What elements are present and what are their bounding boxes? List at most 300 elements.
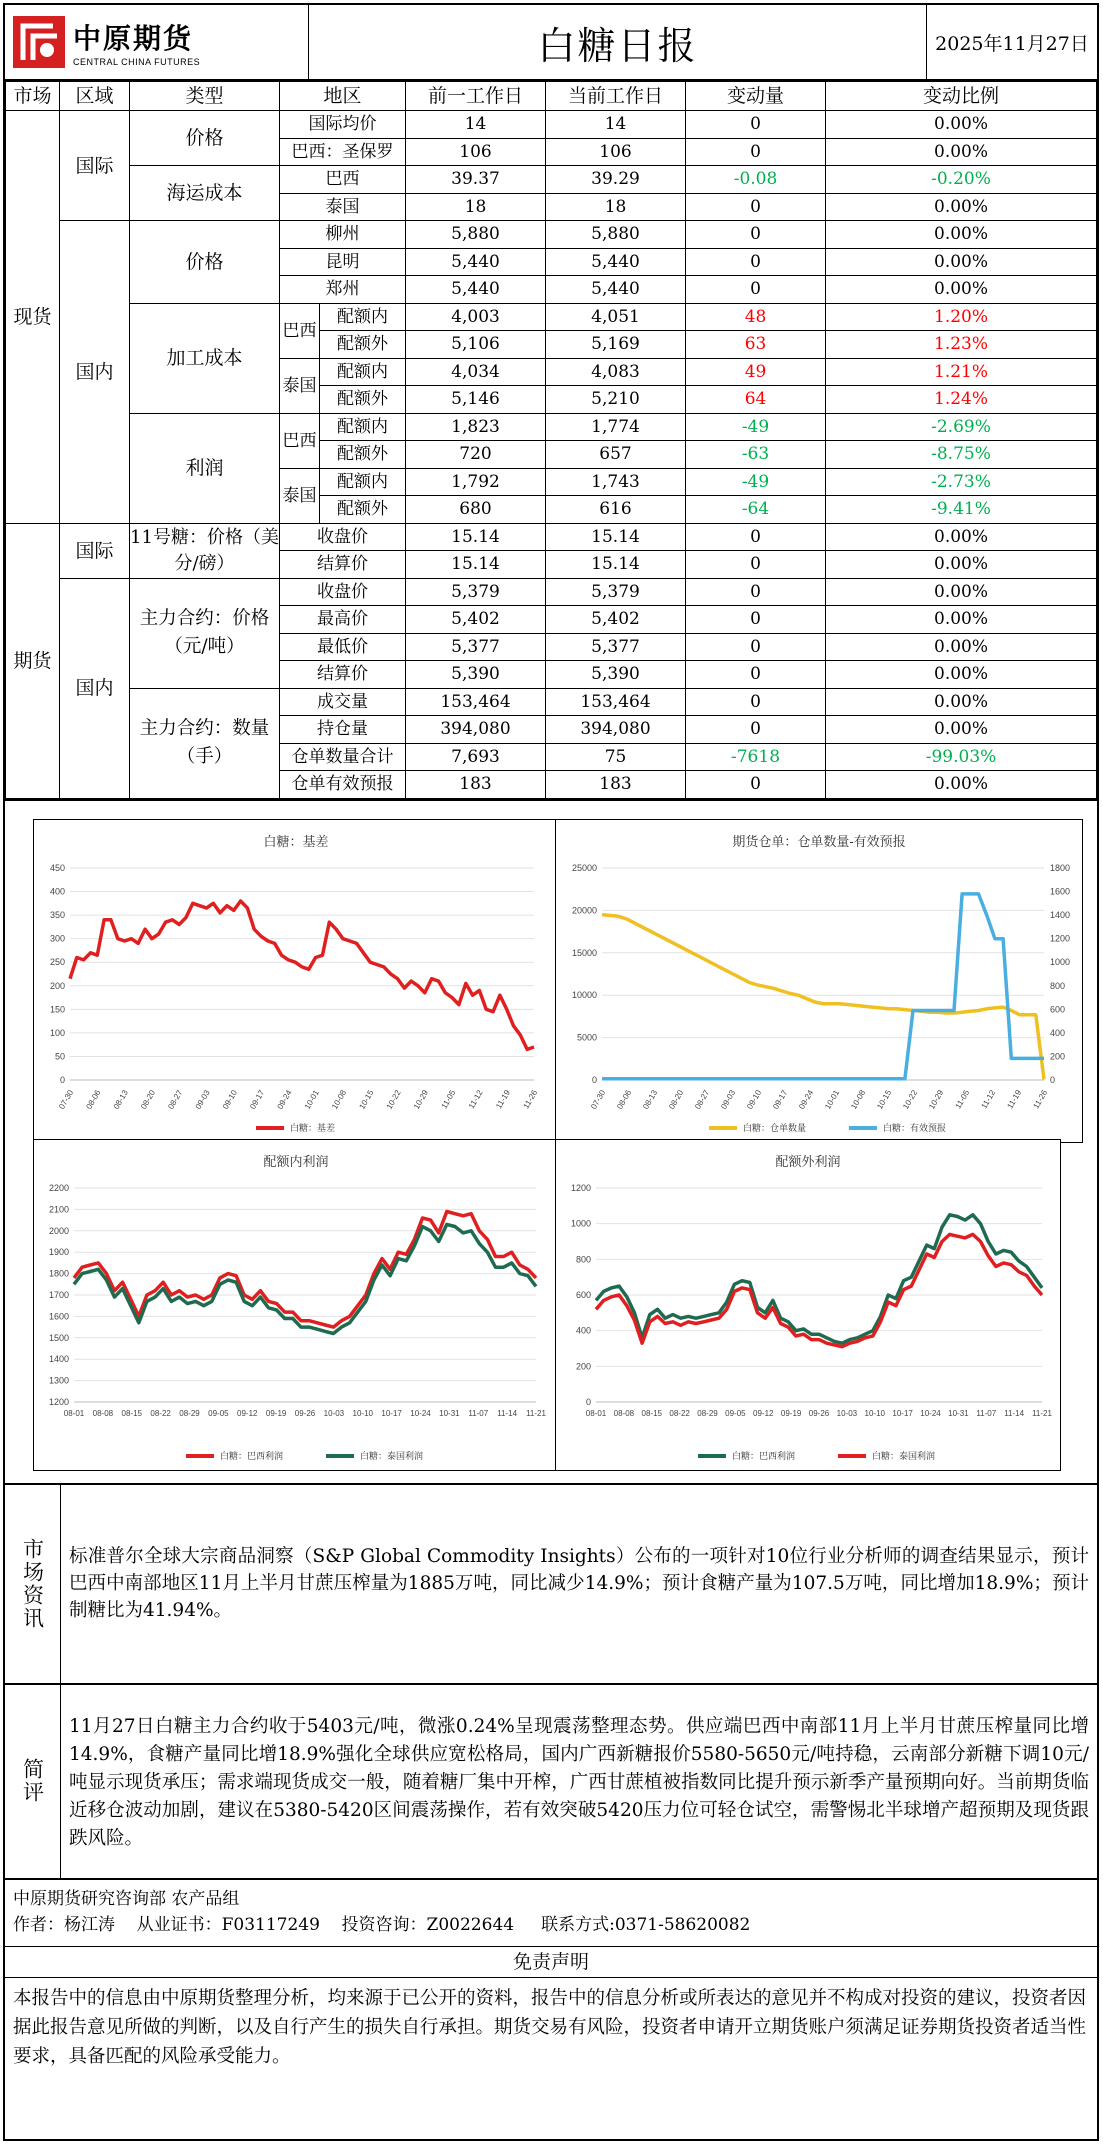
x-tick-label: 10-17 <box>892 1408 913 1418</box>
cur-cell: 1,774 <box>546 413 686 441</box>
type-shipping-label: 海运成本 <box>130 166 280 221</box>
pct-cell: -2.69% <box>826 413 1097 441</box>
change-cell: -49 <box>686 468 826 496</box>
y-tick-label: 800 <box>575 1253 591 1264</box>
pct-cell: -9.41% <box>826 496 1097 524</box>
x-tick-label: 11-21 <box>526 1408 546 1418</box>
prev-cell: 14 <box>406 111 546 139</box>
region-dom-label: 国内 <box>60 221 130 524</box>
disclaimer-text: 本报告中的信息由中原期货整理分析，均来源于已公开的资料，报告中的信息分析或所表达的意见并不构成对投资的建议，投资者因据此报告意见所做的判断，以及自行产生的损失自行承担。期货交易有风险，投资者申请开立期货账户须满足证券期货投资者适当性要求，具备匹配的风险承受能力。 <box>13 1987 1087 2067</box>
change-cell: 0 <box>686 661 826 689</box>
x-tick-label: 10-01 <box>302 1088 321 1111</box>
x-tick-label: 11-05 <box>953 1088 972 1110</box>
prev-cell: 5,146 <box>406 386 546 414</box>
area-cell: 国际均价 <box>280 111 406 139</box>
cur-cell: 5,379 <box>546 578 686 606</box>
pct-cell: 0.00% <box>826 633 1097 661</box>
cur-cell: 4,083 <box>546 358 686 386</box>
change-cell: 48 <box>686 303 826 331</box>
x-tick-label: 09-05 <box>725 1408 746 1418</box>
y-tick-label: 200 <box>49 980 65 991</box>
region-intl-label: 国际 <box>60 523 130 578</box>
data-table <box>5 81 1097 799</box>
x-tick-label: 09-19 <box>780 1408 802 1418</box>
legend-label: 白糖：巴西利润 <box>220 1450 284 1461</box>
change-cell: 0 <box>686 138 826 166</box>
pct-cell: -2.73% <box>826 468 1097 496</box>
y-tick-label: 150 <box>49 1003 65 1014</box>
prev-cell: 5,440 <box>406 276 546 304</box>
market-spot-label: 现货 <box>6 111 60 524</box>
x-tick-label: 09-19 <box>265 1408 287 1418</box>
y-tick-label: 400 <box>575 1325 591 1336</box>
pct-cell: 1.20% <box>826 303 1097 331</box>
cur-cell: 5,440 <box>546 276 686 304</box>
pct-cell: 0.00% <box>826 688 1097 716</box>
logo-chinese-name: 中原期货 <box>73 22 194 55</box>
x-tick-label: 10-17 <box>381 1408 402 1418</box>
area-cell: 配额内 <box>320 358 406 386</box>
change-cell: 0 <box>686 276 826 304</box>
y2-tick-label: 600 <box>1050 1003 1066 1014</box>
disclaimer-title: 免责声明 <box>5 1946 1097 1978</box>
area-cell: 仓单数量合计 <box>280 743 406 771</box>
x-tick-label: 09-17 <box>771 1088 790 1111</box>
table-row <box>6 688 1097 716</box>
cur-cell: 5,390 <box>546 661 686 689</box>
change-cell: 0 <box>686 523 826 551</box>
change-cell: 0 <box>686 111 826 139</box>
cur-cell: 5,377 <box>546 633 686 661</box>
pct-cell: -0.20% <box>826 166 1097 194</box>
x-tick-label: 09-17 <box>248 1088 267 1111</box>
x-tick-label: 09-26 <box>808 1408 830 1418</box>
x-tick-label: 08-08 <box>92 1408 114 1418</box>
chart-title: 配额内利润 <box>263 1153 329 1169</box>
type-price-label: 价格 <box>130 111 280 166</box>
y2-tick-label: 200 <box>1050 1050 1066 1061</box>
x-tick-label: 08-15 <box>641 1408 662 1418</box>
department-line: 中原期货研究咨询部 农产品组 <box>13 1888 240 1909</box>
area-cell: 巴西 <box>280 166 406 194</box>
market-news-text: 标准普尔全球大宗商品洞察（S&P Global Commodity Insights）公布的一项针对10位行业分析师的调查结果显示，预计巴西中南部地区11月上半月甘蔗压榨量为1885万吨，同比减少14.9%；预计食糖产量为107.5万吨，同比增加18.9%；预计制糖比为41.94%。 <box>69 1545 1089 1621</box>
area-cell: 持仓量 <box>280 716 406 744</box>
x-tick-label: 08-22 <box>150 1408 171 1418</box>
x-tick-label: 10-03 <box>323 1408 345 1418</box>
type-main-price-label: 主力合约：价格（元/吨） <box>130 578 280 688</box>
x-tick-label: 09-10 <box>220 1088 239 1111</box>
quota-in-profit-chart <box>34 1140 558 1470</box>
pct-cell: 0.00% <box>826 248 1097 276</box>
pct-cell: 0.00% <box>826 111 1097 139</box>
pct-cell: 1.21% <box>826 358 1097 386</box>
x-tick-label: 07-30 <box>57 1088 76 1111</box>
y-tick-label: 300 <box>49 933 65 944</box>
origin-brazil-label: 巴西 <box>280 303 320 358</box>
y2-tick-label: 800 <box>1050 980 1066 991</box>
y-tick-label: 1200 <box>570 1182 591 1193</box>
x-tick-label: 10-22 <box>901 1088 920 1111</box>
legend-label: 白糖：泰国利润 <box>872 1450 936 1461</box>
y-tick-label: 20000 <box>571 904 597 915</box>
y-tick-label: 25000 <box>571 862 597 873</box>
logo-english-name: CENTRAL CHINA FUTURES <box>73 57 201 67</box>
y2-tick-label: 1800 <box>1050 862 1071 873</box>
prev-cell: 4,034 <box>406 358 546 386</box>
x-tick-label: 09-05 <box>208 1408 229 1418</box>
series-line <box>70 901 534 1049</box>
table-row <box>6 166 1097 194</box>
x-tick-label: 08-06 <box>84 1088 103 1111</box>
prev-cell: 1,823 <box>406 413 546 441</box>
area-cell: 郑州 <box>280 276 406 304</box>
table-row <box>6 303 1097 331</box>
origin-brazil-label: 巴西 <box>280 413 320 468</box>
change-cell: 64 <box>686 386 826 414</box>
quota-out-profit-panel <box>555 1139 1061 1471</box>
series-line <box>596 1234 1042 1346</box>
y-tick-label: 400 <box>49 886 65 897</box>
cur-cell: 14 <box>546 111 686 139</box>
x-tick-label: 11-21 <box>1032 1408 1052 1418</box>
x-tick-label: 11-05 <box>439 1088 458 1110</box>
x-tick-label: 08-13 <box>641 1088 660 1111</box>
charts-section <box>5 799 1097 1483</box>
y-tick-label: 0 <box>59 1074 65 1085</box>
x-tick-label: 10-03 <box>836 1408 858 1418</box>
x-tick-label: 08-01 <box>63 1408 85 1418</box>
x-tick-label: 08-08 <box>613 1408 635 1418</box>
y-tick-label: 1500 <box>48 1332 69 1343</box>
change-cell: 0 <box>686 688 826 716</box>
y-tick-label: 0 <box>591 1074 597 1085</box>
prev-cell: 1,792 <box>406 468 546 496</box>
area-cell: 巴西：圣保罗 <box>280 138 406 166</box>
y-tick-label: 5000 <box>576 1032 597 1043</box>
x-tick-label: 09-03 <box>193 1088 212 1111</box>
pct-cell: 0.00% <box>826 138 1097 166</box>
col-header-pct: 变动比例 <box>826 82 1097 111</box>
y-tick-label: 2000 <box>48 1225 69 1236</box>
change-cell: 49 <box>686 358 826 386</box>
pct-cell: 0.00% <box>826 221 1097 249</box>
change-cell: 0 <box>686 551 826 579</box>
quota-in-profit-panel <box>33 1139 559 1471</box>
x-tick-label: 09-10 <box>745 1088 764 1111</box>
cur-cell: 75 <box>546 743 686 771</box>
col-header-region: 区域 <box>60 82 130 111</box>
x-tick-label: 08-29 <box>697 1408 718 1418</box>
report-page <box>3 3 1099 2141</box>
comment-text: 11月27日白糖主力合约收于5403元/吨，微涨0.24%呈现震荡整理态势。供应端巴西中南部11月上半月甘蔗压榨量同比增14.9%，食糖产量同比增18.9%强化全球供应宽松格局，国内广西新糖报价5580-5650元/吨持稳，云南部分新糖下调10元/吨显示现货承压；需求端现货成交一般，随着糖厂集中开榨，广西甘蔗植被指数同比提升预示新季产量预期向好。当前期货临近移仓波动加剧，建议在5380-5420区间震荡操作，若有效突破5420压力位可轻仓试空，需警惕北半球增产超预期及现货跟跌风险。 <box>69 1715 1089 1849</box>
type-ice-label: 11号糖：价格（美分/磅） <box>130 523 280 578</box>
x-tick-label: 11-26 <box>1031 1088 1050 1110</box>
pct-cell: 0.00% <box>826 276 1097 304</box>
x-tick-label: 11-19 <box>1005 1088 1024 1110</box>
legend-label: 白糖：基差 <box>290 1122 336 1133</box>
author-section <box>5 1878 1097 1946</box>
x-tick-label: 10-10 <box>352 1408 373 1418</box>
x-tick-label: 11-07 <box>468 1408 489 1418</box>
prev-cell: 153,464 <box>406 688 546 716</box>
col-header-change: 变动量 <box>686 82 826 111</box>
x-tick-label: 11-14 <box>497 1408 518 1418</box>
report-title: 白糖日报 <box>309 5 927 79</box>
type-profit-label: 利润 <box>130 413 280 523</box>
x-tick-label: 08-27 <box>693 1088 712 1111</box>
x-tick-label: 10-15 <box>875 1088 894 1111</box>
x-tick-label: 11-07 <box>976 1408 997 1418</box>
pct-cell: 0.00% <box>826 193 1097 221</box>
table-row <box>6 578 1097 606</box>
cur-cell: 15.14 <box>546 551 686 579</box>
x-tick-label: 09-03 <box>719 1088 738 1111</box>
change-cell: 0 <box>686 221 826 249</box>
prev-cell: 39.37 <box>406 166 546 194</box>
area-cell: 配额内 <box>320 413 406 441</box>
cur-cell: 5,880 <box>546 221 686 249</box>
y2-tick-label: 1600 <box>1050 886 1071 897</box>
y-tick-label: 100 <box>49 1027 65 1038</box>
change-cell: 0 <box>686 606 826 634</box>
author-line: 作者：杨江涛 从业证书：F03117249 投资咨询：Z0022644 联系方式:0371-58620082 <box>13 1914 751 1935</box>
y-tick-label: 10000 <box>571 989 597 1000</box>
prev-cell: 15.14 <box>406 523 546 551</box>
cur-cell: 5,169 <box>546 331 686 359</box>
series-line <box>596 1214 1042 1342</box>
x-tick-label: 10-24 <box>920 1408 941 1418</box>
x-tick-label: 10-10 <box>864 1408 885 1418</box>
table-row <box>6 413 1097 441</box>
y-tick-label: 450 <box>49 862 65 873</box>
area-cell: 柳州 <box>280 221 406 249</box>
x-tick-label: 10-22 <box>384 1088 403 1111</box>
y-tick-label: 1000 <box>570 1218 591 1229</box>
change-cell: -0.08 <box>686 166 826 194</box>
area-cell: 配额内 <box>320 303 406 331</box>
change-cell: 63 <box>686 331 826 359</box>
x-tick-label: 08-20 <box>667 1088 686 1111</box>
prev-cell: 5,106 <box>406 331 546 359</box>
x-tick-label: 08-27 <box>166 1088 185 1111</box>
legend-label: 白糖：有效预报 <box>883 1122 947 1133</box>
region-dom-label: 国内 <box>60 578 130 798</box>
table-header-row <box>6 82 1097 111</box>
prev-cell: 5,440 <box>406 248 546 276</box>
prev-cell: 183 <box>406 771 546 799</box>
series-line <box>74 1224 536 1333</box>
col-header-area: 地区 <box>280 82 406 111</box>
origin-thailand-label: 泰国 <box>280 468 320 523</box>
prev-cell: 680 <box>406 496 546 524</box>
cur-cell: 15.14 <box>546 523 686 551</box>
x-tick-label: 07-30 <box>589 1088 608 1111</box>
area-cell: 最高价 <box>280 606 406 634</box>
y-tick-label: 350 <box>49 909 65 920</box>
basis-chart-panel <box>33 819 559 1143</box>
y-tick-label: 1700 <box>48 1289 69 1300</box>
legend-label: 白糖：泰国利润 <box>360 1450 424 1461</box>
report-header <box>5 5 1097 81</box>
change-cell: 0 <box>686 771 826 799</box>
x-tick-label: 10-29 <box>927 1088 946 1111</box>
x-tick-label: 08-01 <box>585 1408 607 1418</box>
change-cell: 0 <box>686 716 826 744</box>
series-line <box>602 914 1044 1079</box>
change-cell: -64 <box>686 496 826 524</box>
legend-label: 白糖：巴西利润 <box>732 1450 796 1461</box>
area-cell: 仓单有效预报 <box>280 771 406 799</box>
x-tick-label: 08-06 <box>615 1088 634 1111</box>
x-tick-label: 10-08 <box>849 1088 868 1111</box>
region-intl-label: 国际 <box>60 111 130 221</box>
prev-cell: 106 <box>406 138 546 166</box>
table-row <box>6 111 1097 139</box>
y2-tick-label: 1200 <box>1050 933 1071 944</box>
col-header-market: 市场 <box>6 82 60 111</box>
cur-cell: 394,080 <box>546 716 686 744</box>
legend-label: 白糖：仓单数量 <box>743 1122 807 1133</box>
y2-tick-label: 1400 <box>1050 909 1071 920</box>
area-cell: 结算价 <box>280 551 406 579</box>
quota-out-profit-chart <box>556 1140 1060 1470</box>
type-price-label: 价格 <box>130 221 280 304</box>
cur-cell: 5,210 <box>546 386 686 414</box>
warehouse-receipt-chart <box>556 820 1082 1142</box>
y2-tick-label: 0 <box>1050 1074 1056 1085</box>
area-cell: 收盘价 <box>280 578 406 606</box>
pct-cell: -8.75% <box>826 441 1097 469</box>
cur-cell: 4,051 <box>546 303 686 331</box>
x-tick-label: 10-15 <box>357 1088 376 1111</box>
change-cell: 0 <box>686 248 826 276</box>
y-tick-label: 0 <box>585 1396 591 1407</box>
table-row <box>6 523 1097 551</box>
prev-cell: 5,377 <box>406 633 546 661</box>
cur-cell: 183 <box>546 771 686 799</box>
chart-title: 配额外利润 <box>775 1153 841 1169</box>
type-main-qty-label: 主力合约：数量（手） <box>130 688 280 798</box>
area-cell: 收盘价 <box>280 523 406 551</box>
prev-cell: 5,402 <box>406 606 546 634</box>
x-tick-label: 10-24 <box>410 1408 431 1418</box>
pct-cell: 0.00% <box>826 661 1097 689</box>
prev-cell: 18 <box>406 193 546 221</box>
series-line <box>602 893 1044 1078</box>
y-tick-label: 2200 <box>48 1182 69 1193</box>
prev-cell: 15.14 <box>406 551 546 579</box>
chart-title: 白糖：基差 <box>263 833 329 849</box>
y2-tick-label: 1000 <box>1050 956 1071 967</box>
x-tick-label: 11-12 <box>979 1088 998 1110</box>
change-cell: -49 <box>686 413 826 441</box>
change-cell: 0 <box>686 578 826 606</box>
type-processing-label: 加工成本 <box>130 303 280 413</box>
pct-cell: 0.00% <box>826 578 1097 606</box>
area-cell: 配额外 <box>320 386 406 414</box>
basis-chart <box>34 820 558 1142</box>
x-tick-label: 08-15 <box>121 1408 142 1418</box>
pct-cell: -99.03% <box>826 743 1097 771</box>
change-cell: 0 <box>686 633 826 661</box>
company-logo <box>5 5 309 79</box>
y-tick-label: 1800 <box>48 1268 69 1279</box>
chart-title: 期货仓单：仓单数量-有效预报 <box>732 833 906 849</box>
prev-cell: 7,693 <box>406 743 546 771</box>
col-header-cur: 当前工作日 <box>546 82 686 111</box>
area-cell: 配额外 <box>320 496 406 524</box>
x-tick-label: 08-13 <box>111 1088 130 1111</box>
x-tick-label: 11-19 <box>494 1088 512 1110</box>
pct-cell: 0.00% <box>826 606 1097 634</box>
y-tick-label: 600 <box>575 1289 591 1300</box>
cur-cell: 616 <box>546 496 686 524</box>
col-header-prev: 前一工作日 <box>406 82 546 111</box>
col-header-type: 类型 <box>130 82 280 111</box>
cur-cell: 657 <box>546 441 686 469</box>
table-row <box>6 221 1097 249</box>
pct-cell: 1.24% <box>826 386 1097 414</box>
logo-mark-icon <box>13 16 65 68</box>
pct-cell: 0.00% <box>826 523 1097 551</box>
pct-cell: 0.00% <box>826 551 1097 579</box>
x-tick-label: 11-12 <box>466 1088 485 1110</box>
cur-cell: 18 <box>546 193 686 221</box>
pct-cell: 0.00% <box>826 716 1097 744</box>
y-tick-label: 1600 <box>48 1310 69 1321</box>
y-tick-label: 1200 <box>48 1396 69 1407</box>
change-cell: -63 <box>686 441 826 469</box>
origin-thailand-label: 泰国 <box>280 358 320 413</box>
y-tick-label: 2100 <box>48 1203 69 1214</box>
x-tick-label: 10-08 <box>330 1088 349 1111</box>
x-tick-label: 11-26 <box>521 1088 540 1110</box>
cur-cell: 1,743 <box>546 468 686 496</box>
prev-cell: 720 <box>406 441 546 469</box>
comment-section <box>5 1683 1097 1878</box>
cur-cell: 39.29 <box>546 166 686 194</box>
cur-cell: 5,402 <box>546 606 686 634</box>
area-cell: 泰国 <box>280 193 406 221</box>
y2-tick-label: 400 <box>1050 1027 1066 1038</box>
change-cell: 0 <box>686 193 826 221</box>
prev-cell: 5,390 <box>406 661 546 689</box>
x-tick-label: 09-24 <box>275 1088 294 1111</box>
x-tick-label: 08-29 <box>179 1408 200 1418</box>
x-tick-label: 08-20 <box>139 1088 158 1111</box>
y-tick-label: 1400 <box>48 1353 69 1364</box>
x-tick-label: 10-31 <box>948 1408 969 1418</box>
y-tick-label: 50 <box>54 1050 65 1061</box>
market-news-label: 市场资讯 <box>5 1485 61 1683</box>
y-tick-label: 200 <box>575 1360 591 1371</box>
market-futures-label: 期货 <box>6 523 60 798</box>
area-cell: 配额外 <box>320 331 406 359</box>
y-tick-label: 1900 <box>48 1246 69 1257</box>
x-tick-label: 10-31 <box>439 1408 460 1418</box>
x-tick-label: 09-24 <box>797 1088 816 1111</box>
area-cell: 配额内 <box>320 468 406 496</box>
x-tick-label: 09-12 <box>237 1408 258 1418</box>
area-cell: 配额外 <box>320 441 406 469</box>
area-cell: 最低价 <box>280 633 406 661</box>
warehouse-chart-panel <box>555 819 1083 1143</box>
report-date: 2025年11月27日 <box>935 32 1089 55</box>
area-cell: 成交量 <box>280 688 406 716</box>
x-tick-label: 09-26 <box>294 1408 316 1418</box>
area-cell: 昆明 <box>280 248 406 276</box>
pct-cell: 1.23% <box>826 331 1097 359</box>
